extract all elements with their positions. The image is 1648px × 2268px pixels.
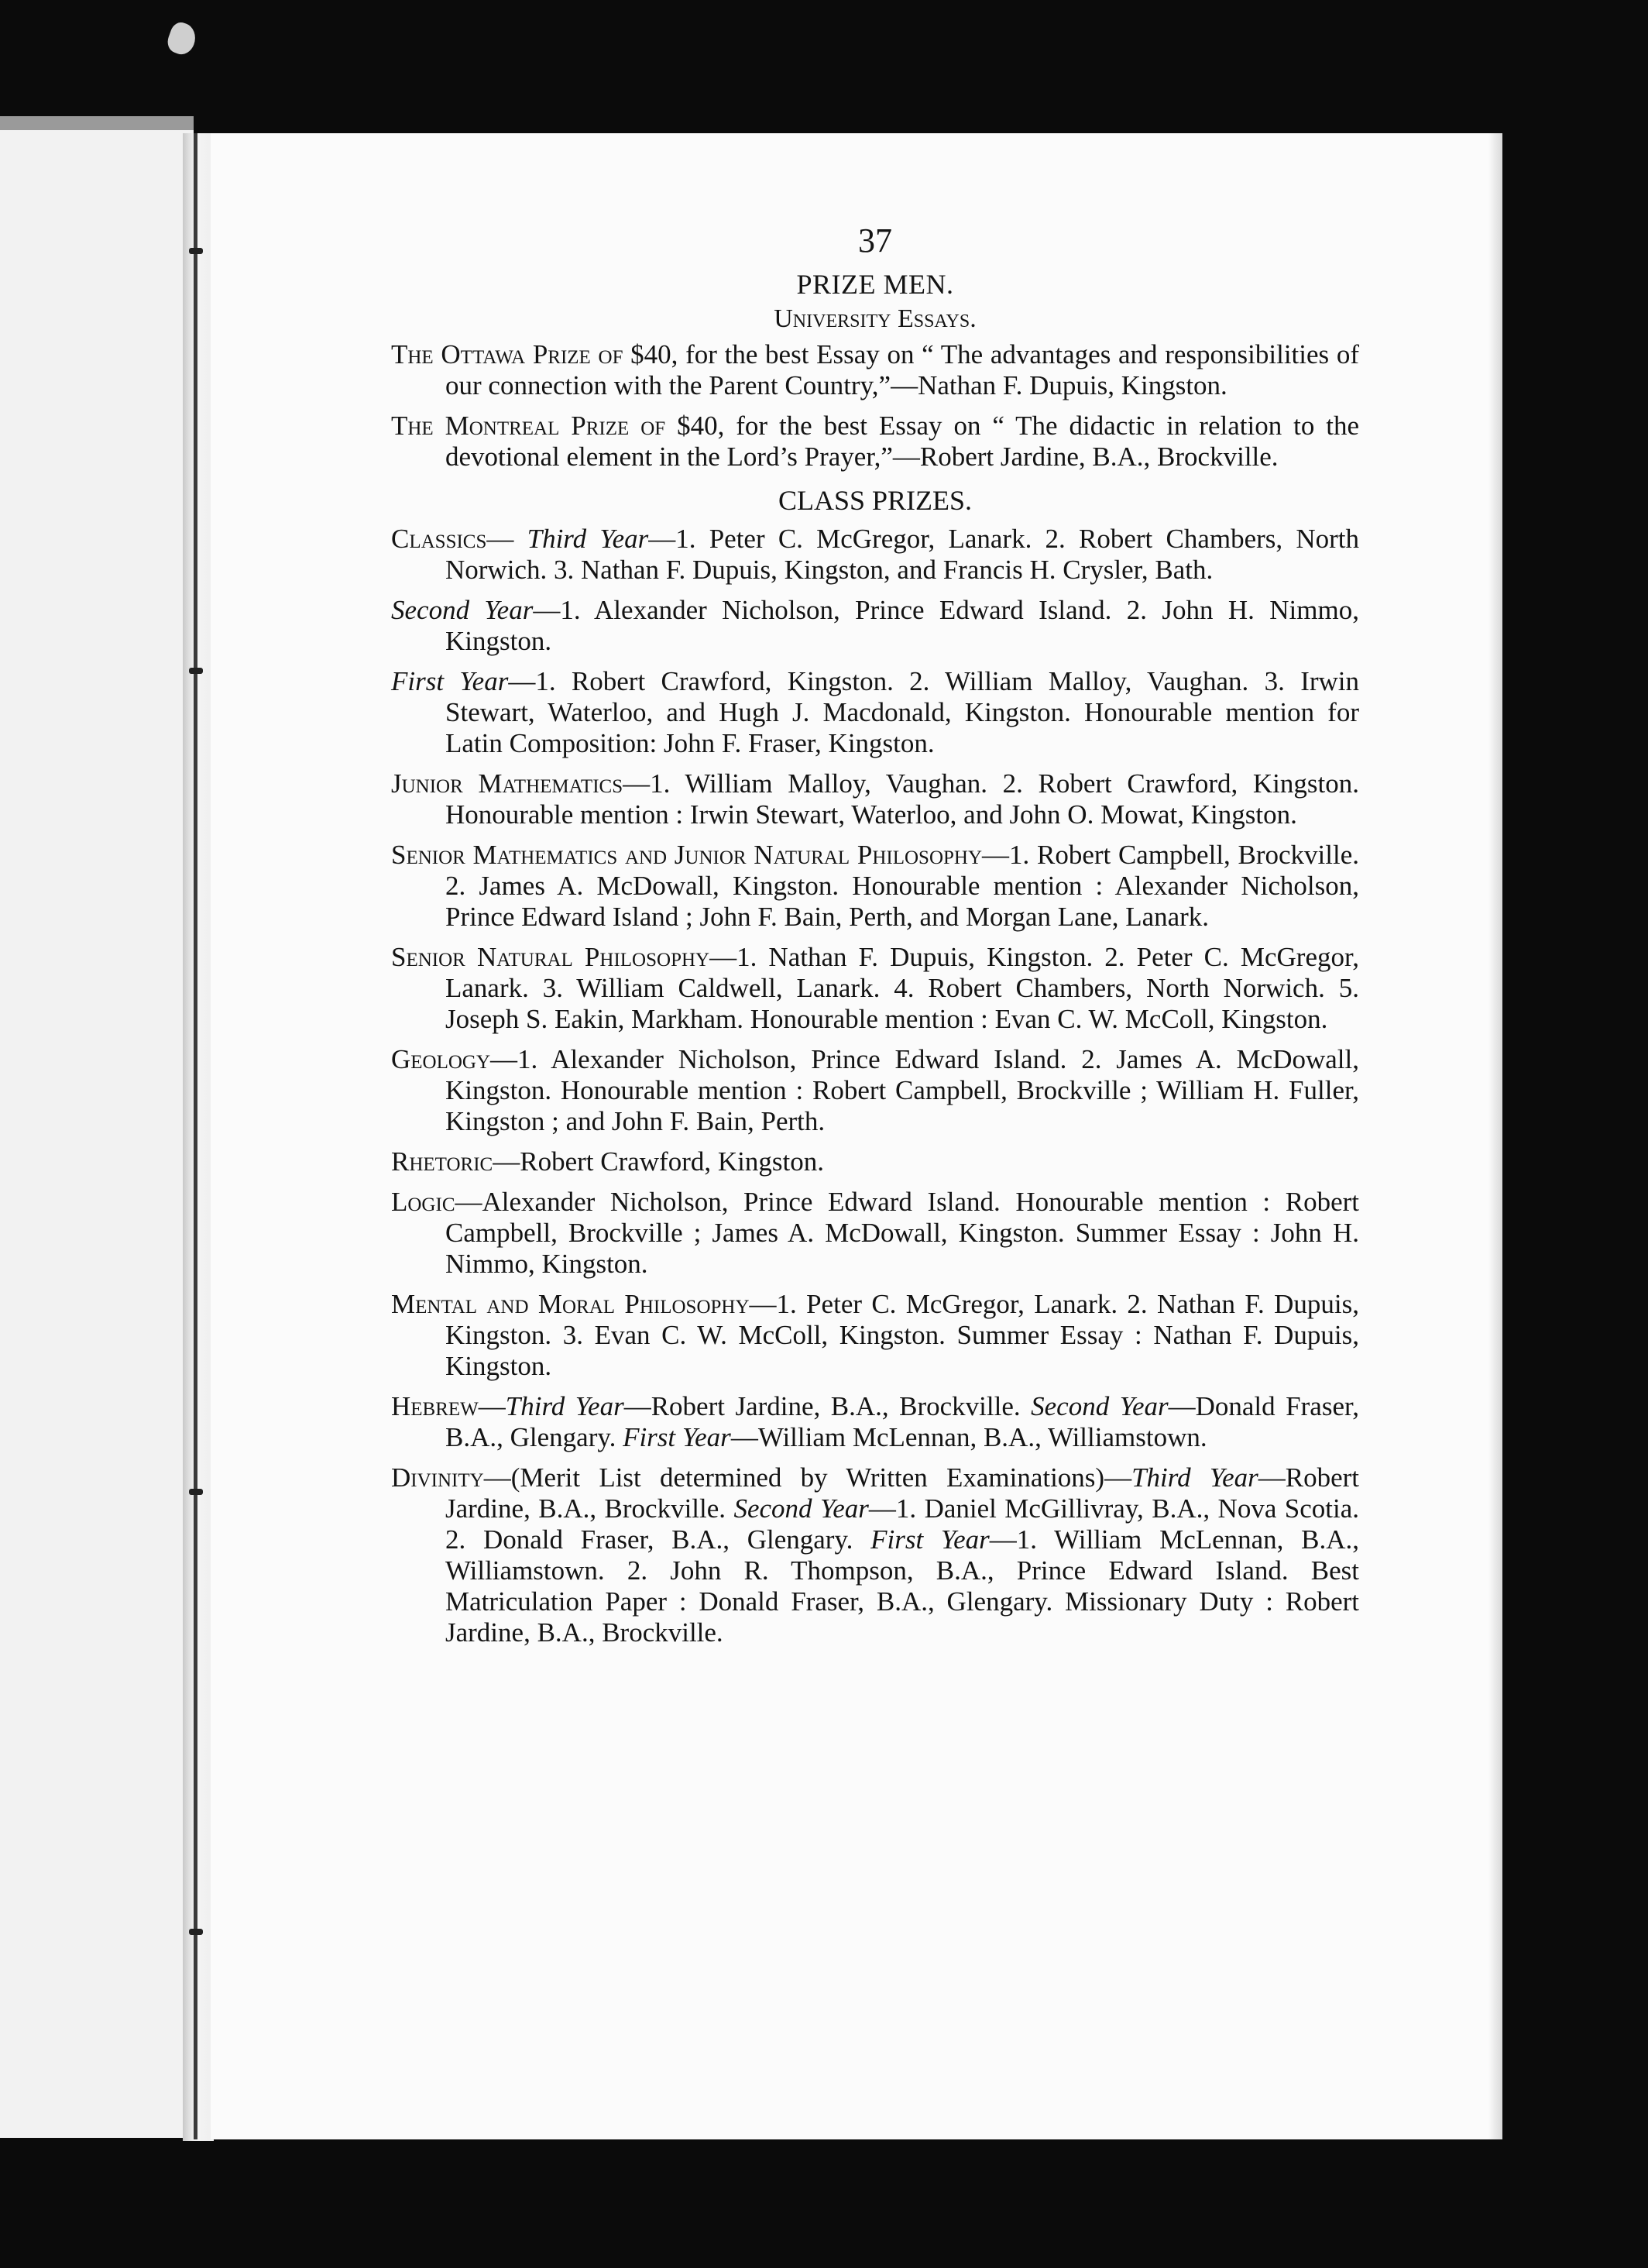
logic-entry [391,1187,1359,1280]
subject-label: Senior Mathematics and Junior Natural Philosophy [391,840,983,870]
entry-text: —Robert Jardine, B.A., Brockville. [445,1462,1360,1524]
hebrew-entry: Hebrew—Third Year—Robert Jardine, B.A., Brockville. Second Year—Donald Fraser, B.A., Glengary. First Year—William McLennan, B.A., Williamstown. [391,1391,1359,1452]
subject-label: Junior Mathematics [391,768,623,799]
entry-text: —1. William Malloy, Vaughan. 2. Robert Crawford, Kingston. Honourable mention : Irwin Stewart, Waterloo, and John O. Mowat, Kingston. [445,768,1359,830]
year-label: Second Year [1031,1391,1169,1421]
ottawa-prize-entry [391,339,1359,401]
section-heading-class-prizes: CLASS PRIZES. [778,485,973,516]
senior-mathematics-entry [391,840,1359,933]
subject-label: Senior Natural Philosophy [391,942,710,972]
year-label: Third Year [1131,1462,1258,1493]
prize-name: The Ottawa Prize of [391,339,623,369]
entry-text: —1. Robert Campbell, Brockville. 2. James A. McDowall, Kingston. Honourable mention : Alexander Nicholson, Prince Edward Island ; John F. Bain, Perth, and Morgan Lane, Lanark. [445,840,1359,932]
year-label: Third Year [505,1391,624,1421]
binding-mark [189,1489,203,1495]
page-edge-shadow [1488,133,1502,2139]
prize-text: $40, for the best Essay on “ The didactic in relation to the devotional element in the Lord’s Prayer,”—Robert Jardine, B.A., Brockville. [445,411,1359,472]
binding-mark [189,1929,203,1935]
year-label: Second Year [391,595,534,625]
entry-text: —1. Alexander Nicholson, Prince Edward Island. 2. John H. Nimmo, Kingston. [445,595,1359,656]
scan-speck [164,19,200,57]
classics-first-year-entry [391,666,1359,759]
entry-text: —(Merit List determined by Written Examinations)— [483,1462,1132,1493]
entry-text: —1. Peter C. McGregor, Lanark. 2. Robert Chambers, North Norwich. 3. Nathan F. Dupuis, Kingston, and Francis H. Crysler, Bath. [445,524,1360,585]
entry-text: —1. Alexander Nicholson, Prince Edward Island. 2. James A. McDowall, Kingston. Honourable mention : Robert Campbell, Brockville ; William H. Fuller, Kingston ; and John F. Bain, Perth. [445,1044,1359,1136]
book-gutter [183,133,214,2141]
prize-name: The Montreal Prize of [391,411,666,441]
subject-label: Logic [391,1187,455,1217]
facing-page [0,130,194,2138]
entry-text: —Alexander Nicholson, Prince Edward Island. Honourable mention : Robert Campbell, Brockville ; James A. McDowall, Kingston. Summer Essay : John H. Nimmo, Kingston. [445,1187,1359,1279]
divinity-entry [391,1462,1359,1648]
entry-text: —1. Daniel McGillivray, B.A., Nova Scotia. 2. Donald Fraser, B.A., Glengary. [445,1493,1360,1555]
binding-mark [189,248,203,254]
year-label: First Year [623,1422,731,1452]
prize-text: $40, for the best Essay on “ The advantages and responsibilities of our connection with the Parent Country,”—Nathan F. Dupuis, Kingston. [445,339,1359,400]
subject-label: Geology [391,1044,491,1074]
rhetoric-entry [391,1146,1359,1177]
section-heading-university-essays: University Essays. [774,304,977,333]
subject-label: Divinity [391,1462,484,1493]
entry-text: —1. William McLennan, B.A., Williamstown. 2. John R. Thompson, B.A., Prince Edward Island. Best Matriculation Paper : Donald Fraser, B.A., Glengary. Missionary Duty : Robert Jardine, B.A., Brockville. [445,1524,1359,1648]
entry-text: —William McLennan, B.A., Williamstown. [730,1422,1207,1452]
year-label: First Year [870,1524,990,1555]
geology-entry [391,1044,1359,1137]
senior-natural-philosophy-entry [391,942,1359,1035]
classics-entry: Classics— Third Year—1. Peter C. McGregor, Lanark. 2. Robert Chambers, North Norwich. 3. Nathan F. Dupuis, Kingston, and Francis H. Crysler, Bath. [391,524,1360,585]
entry-text: —Donald Fraser, B.A., Glengary. [445,1391,1359,1452]
page-content [391,220,1359,1658]
entry-text: —1. Nathan F. Dupuis, Kingston. 2. Peter C. McGregor, Lanark. 3. William Caldwell, Lanark. 4. Robert Chambers, North Norwich. 5. Joseph S. Eakin, Markham. Honourable mention : Evan C. W. McColl, Kingston. [445,942,1359,1034]
entry-text: —1. Peter C. McGregor, Lanark. 2. Nathan F. Dupuis, Kingston. 3. Evan C. W. McColl, Kingston. Summer Essay : Nathan F. Dupuis, Kingston. [445,1289,1359,1381]
subject-label: Hebrew [391,1391,479,1421]
gutter-line [194,133,197,2139]
year-label: Second Year [733,1493,869,1524]
entry-text: —1. Robert Crawford, Kingston. 2. William Malloy, Vaughan. 3. Irwin Stewart, Waterloo, and Hugh J. Macdonald, Kingston. Honourable mention for Latin Composition: John F. Fraser, Kingston. [445,666,1359,758]
entry-text: —Robert Crawford, Kingston. [493,1146,824,1177]
year-label: First Year [391,666,509,696]
year-label: Third Year [527,524,649,554]
subject-label: Mental and Moral Philosophy [391,1289,750,1319]
mental-moral-philosophy-entry [391,1289,1359,1382]
junior-mathematics-entry [391,768,1359,830]
montreal-prize-entry [391,411,1359,472]
subject-label: Rhetoric [391,1146,493,1177]
entry-text: —Robert Jardine, B.A., Brockville. [623,1391,1032,1421]
page-title: PRIZE MEN. [796,269,954,300]
page-number: 37 [858,222,892,259]
binding-mark [189,668,203,674]
subject-label: Classics [391,524,487,554]
classics-second-year-entry [391,595,1359,657]
